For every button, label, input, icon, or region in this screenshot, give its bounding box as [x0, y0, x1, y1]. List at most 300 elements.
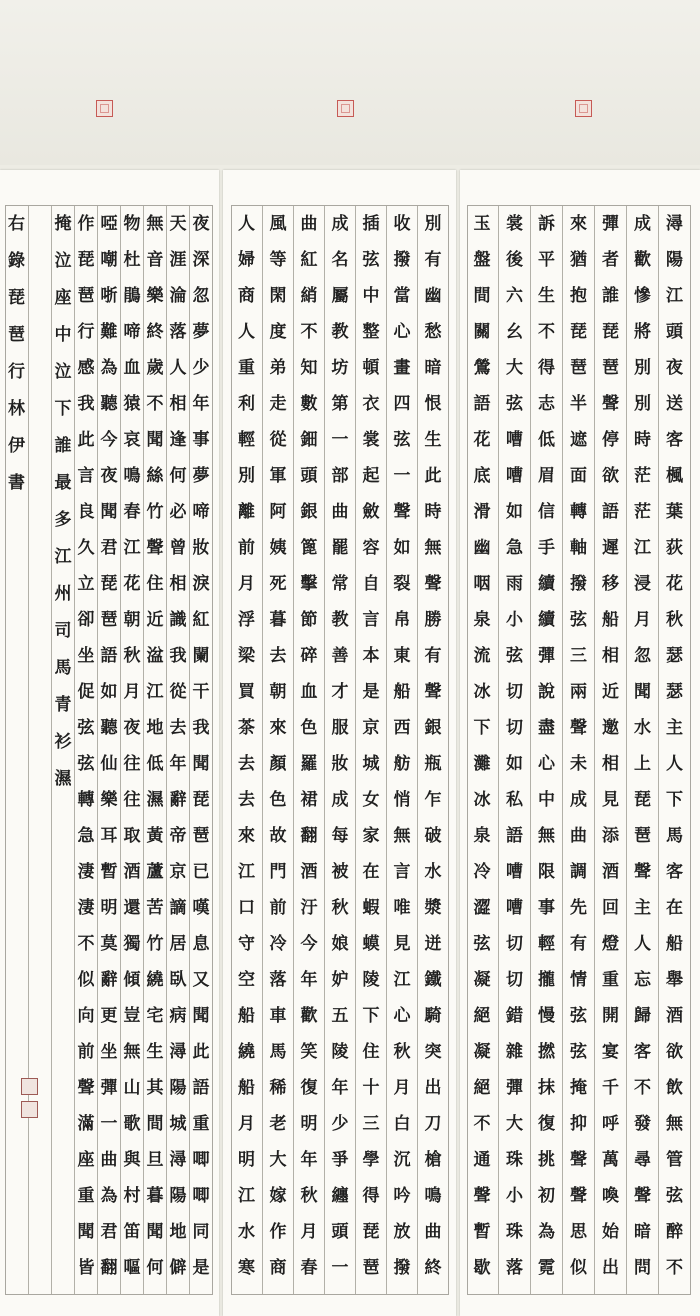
- glyph: 善: [331, 646, 349, 666]
- glyph: 伊: [8, 436, 25, 456]
- glyph: 生: [424, 430, 442, 450]
- glyph: 婦: [238, 250, 255, 270]
- glyph: 終: [424, 1258, 442, 1278]
- glyph: 盡: [538, 718, 555, 738]
- glyph: 服: [331, 718, 349, 738]
- glyph: 月: [634, 610, 651, 630]
- glyph: 有: [424, 646, 442, 666]
- glyph: 停: [602, 430, 619, 450]
- glyph: 我: [169, 646, 187, 666]
- glyph: 切: [506, 934, 523, 954]
- artist-seal-upper: [21, 1078, 38, 1095]
- glyph: 琶: [602, 358, 619, 378]
- text-column: [562, 206, 594, 1294]
- glyph: 訴: [538, 214, 555, 234]
- glyph: 哳: [100, 286, 118, 306]
- glyph: 聲: [77, 1078, 95, 1098]
- glyph: 聞: [634, 682, 651, 702]
- glyph: 見: [602, 790, 619, 810]
- glyph: 聲: [424, 574, 442, 594]
- glyph: 莫: [100, 934, 118, 954]
- glyph: 霓: [538, 1258, 555, 1278]
- glyph: 出: [424, 1078, 442, 1098]
- glyph: 走: [269, 394, 287, 414]
- glyph: 湓: [146, 646, 164, 666]
- glyph: 澀: [473, 898, 491, 918]
- glyph: 杜: [123, 250, 141, 270]
- glyph: 暮: [269, 610, 287, 630]
- glyph: 姨: [269, 538, 287, 558]
- glyph: 商: [238, 286, 255, 306]
- glyph: 衫: [54, 732, 72, 752]
- glyph: 節: [300, 610, 318, 630]
- glyph: 醉: [666, 1222, 683, 1242]
- glyph: 槍: [424, 1150, 442, 1170]
- glyph: 此: [77, 430, 95, 450]
- glyph: 水: [424, 862, 442, 882]
- glyph: 門: [269, 862, 287, 882]
- glyph: 江: [666, 286, 683, 306]
- glyph: 此: [192, 1042, 210, 1062]
- glyph: 妝: [192, 538, 210, 558]
- glyph: 急: [506, 538, 523, 558]
- glyph: 裂: [393, 574, 411, 594]
- glyph: 情: [570, 970, 587, 990]
- glyph: 鐵: [424, 970, 442, 990]
- glyph: 上: [634, 754, 651, 774]
- glyph: 江: [123, 538, 141, 558]
- glyph: 村: [123, 1186, 141, 1206]
- glyph: 彈: [538, 646, 555, 666]
- glyph: 聞: [146, 430, 164, 450]
- glyph: 撥: [570, 574, 587, 594]
- top-seal-middle: [337, 100, 354, 117]
- glyph: 年: [169, 754, 187, 774]
- glyph: 泣: [54, 362, 72, 382]
- glyph: 已: [192, 862, 210, 882]
- glyph: 低: [538, 430, 555, 450]
- glyph: 無: [666, 1114, 683, 1134]
- glyph: 唧: [192, 1186, 210, 1206]
- glyph: 江: [238, 862, 255, 882]
- glyph: 繞: [238, 1042, 255, 1062]
- glyph: 朝: [123, 610, 141, 630]
- glyph: 往: [123, 754, 141, 774]
- glyph: 船: [393, 682, 411, 702]
- glyph: 酒: [602, 862, 619, 882]
- glyph: 州: [54, 584, 72, 604]
- glyph: 閑: [269, 286, 287, 306]
- glyph: 突: [424, 1042, 442, 1062]
- glyph: 相: [169, 394, 187, 414]
- glyph: 別: [424, 214, 442, 234]
- glyph: 其: [146, 1078, 164, 1098]
- glyph: 作: [269, 1222, 287, 1242]
- glyph: 取: [123, 826, 141, 846]
- glyph: 弦: [77, 718, 95, 738]
- glyph: 彈: [602, 214, 619, 234]
- glyph: 皆: [77, 1258, 95, 1278]
- glyph: 君: [100, 1222, 118, 1242]
- glyph: 書: [8, 473, 25, 493]
- glyph: 軸: [570, 538, 587, 558]
- text-column: [498, 206, 530, 1294]
- glyph: 夜: [192, 214, 210, 234]
- glyph: 城: [169, 1114, 187, 1134]
- glyph: 蝦: [362, 898, 380, 918]
- glyph: 語: [506, 826, 523, 846]
- text-column: [658, 206, 690, 1294]
- glyph: 琵: [570, 322, 587, 342]
- glyph: 思: [570, 1222, 587, 1242]
- glyph: 弦: [473, 934, 491, 954]
- glyph: 有: [570, 934, 587, 954]
- glyph: 邀: [602, 718, 619, 738]
- glyph: 座: [77, 1150, 95, 1170]
- glyph: 收: [393, 214, 411, 234]
- top-seal-right: [575, 100, 592, 117]
- glyph: 曲: [570, 826, 587, 846]
- glyph: 寒: [238, 1258, 255, 1278]
- glyph: 添: [602, 826, 619, 846]
- glyph: 小: [506, 610, 523, 630]
- glyph: 起: [362, 466, 380, 486]
- glyph: 重: [238, 358, 255, 378]
- glyph: 感: [77, 358, 95, 378]
- glyph: 為: [100, 1186, 118, 1206]
- glyph: 逢: [169, 430, 187, 450]
- glyph: 不: [538, 322, 555, 342]
- glyph: 聲: [570, 718, 587, 738]
- glyph: 聞: [100, 502, 118, 522]
- glyph: 切: [506, 718, 523, 738]
- glyph: 彈: [100, 1078, 118, 1098]
- glyph: 樂: [146, 286, 164, 306]
- glyph: 娘: [331, 934, 349, 954]
- text-column: [626, 206, 658, 1294]
- glyph: 帛: [393, 610, 411, 630]
- glyph: 如: [100, 682, 118, 702]
- glyph: 漿: [424, 898, 442, 918]
- glyph: 近: [146, 610, 164, 630]
- glyph: 人: [666, 754, 683, 774]
- glyph: 啼: [192, 502, 210, 522]
- glyph: 物: [123, 214, 141, 234]
- artist-seal-lower: [21, 1101, 38, 1118]
- glyph: 大: [506, 1114, 523, 1134]
- glyph: 破: [424, 826, 442, 846]
- glyph: 耳: [100, 826, 118, 846]
- glyph: 得: [538, 358, 555, 378]
- glyph: 聞: [77, 1222, 95, 1242]
- glyph: 深: [192, 250, 210, 270]
- glyph: 頭: [300, 466, 318, 486]
- glyph: 琵: [8, 288, 25, 308]
- glyph: 兩: [570, 682, 587, 702]
- glyph: 坐: [100, 1042, 118, 1062]
- glyph: 花: [123, 574, 141, 594]
- glyph: 瓶: [424, 754, 442, 774]
- glyph: 琶: [77, 286, 95, 306]
- glyph: 君: [100, 538, 118, 558]
- glyph: 為: [100, 358, 118, 378]
- glyph: 城: [362, 754, 380, 774]
- glyph: 六: [506, 286, 523, 306]
- glyph: 獨: [123, 934, 141, 954]
- glyph: 成: [570, 790, 587, 810]
- glyph: 不: [473, 1114, 491, 1134]
- glyph: 阿: [269, 502, 287, 522]
- glyph: 少: [331, 1114, 349, 1134]
- glyph: 罷: [331, 538, 349, 558]
- glyph: 黃: [146, 826, 164, 846]
- glyph: 色: [300, 718, 318, 738]
- glyph: 嘔: [123, 1258, 141, 1278]
- glyph: 嘈: [506, 898, 523, 918]
- glyph: 彈: [506, 1078, 523, 1098]
- glyph: 開: [602, 1006, 619, 1026]
- glyph: 居: [169, 934, 187, 954]
- glyph: 語: [473, 394, 491, 414]
- text-column: [386, 206, 417, 1294]
- glyph: 陵: [362, 970, 380, 990]
- glyph: 四: [393, 394, 411, 414]
- glyph: 志: [538, 394, 555, 414]
- glyph: 暫: [473, 1222, 491, 1242]
- glyph: 家: [362, 826, 380, 846]
- glyph: 京: [362, 718, 380, 738]
- glyph: 間: [146, 1114, 164, 1134]
- glyph: 呼: [602, 1114, 619, 1134]
- glyph: 本: [362, 646, 380, 666]
- glyph: 絕: [473, 1006, 491, 1026]
- glyph: 明: [300, 1114, 318, 1134]
- glyph: 舉: [666, 970, 683, 990]
- glyph: 涯: [169, 250, 187, 270]
- glyph: 往: [123, 790, 141, 810]
- glyph: 出: [602, 1258, 619, 1278]
- glyph: 曲: [331, 502, 349, 522]
- glyph: 鶯: [473, 358, 491, 378]
- glyph: 琵: [362, 1222, 380, 1242]
- glyph: 馬: [666, 826, 683, 846]
- glyph: 相: [602, 754, 619, 774]
- glyph: 地: [146, 718, 164, 738]
- glyph: 蘆: [146, 862, 164, 882]
- glyph: 聞: [146, 1222, 164, 1242]
- calligraphy-grid-middle: [231, 205, 449, 1295]
- glyph: 重: [602, 970, 619, 990]
- glyph: 恨: [424, 394, 442, 414]
- text-column: [97, 206, 120, 1294]
- glyph: 纏: [331, 1186, 349, 1206]
- glyph: 船: [238, 1078, 255, 1098]
- glyph: 是: [362, 682, 380, 702]
- glyph: 夜: [666, 358, 683, 378]
- glyph: 陽: [666, 250, 683, 270]
- glyph: 忽: [634, 646, 651, 666]
- glyph: 秋: [666, 610, 683, 630]
- glyph: 一: [100, 1114, 118, 1134]
- glyph: 三: [362, 1114, 380, 1134]
- glyph: 笑: [300, 1042, 318, 1062]
- glyph: 識: [169, 610, 187, 630]
- glyph: 吟: [393, 1186, 411, 1206]
- glyph: 曲: [300, 214, 318, 234]
- glyph: 曲: [100, 1150, 118, 1170]
- glyph: 馬: [269, 1042, 287, 1062]
- glyph: 不: [634, 1078, 651, 1098]
- glyph: 淒: [77, 862, 95, 882]
- glyph: 淪: [169, 286, 187, 306]
- glyph: 向: [77, 1006, 95, 1026]
- glyph: 衣: [362, 394, 380, 414]
- glyph: 掩: [570, 1078, 587, 1098]
- glyph: 暮: [146, 1186, 164, 1206]
- glyph: 聲: [393, 502, 411, 522]
- glyph: 喚: [602, 1186, 619, 1206]
- glyph: 樂: [100, 790, 118, 810]
- glyph: 帝: [169, 826, 187, 846]
- glyph: 花: [473, 430, 491, 450]
- glyph: 終: [146, 322, 164, 342]
- glyph: 翻: [100, 1258, 118, 1278]
- glyph: 陵: [331, 1042, 349, 1062]
- glyph: 啞: [100, 214, 118, 234]
- glyph: 忽: [192, 286, 210, 306]
- glyph: 暗: [424, 358, 442, 378]
- glyph: 移: [602, 574, 619, 594]
- glyph: 琵: [192, 790, 210, 810]
- glyph: 鈿: [300, 430, 318, 450]
- glyph: 抑: [570, 1114, 587, 1134]
- glyph: 守: [238, 934, 255, 954]
- glyph: 人: [238, 322, 255, 342]
- glyph: 瑟: [666, 682, 683, 702]
- glyph: 去: [238, 790, 255, 810]
- glyph: 曲: [424, 1222, 442, 1242]
- glyph: 面: [570, 466, 587, 486]
- glyph: 每: [331, 826, 349, 846]
- glyph: 來: [238, 826, 255, 846]
- glyph: 聽: [100, 394, 118, 414]
- glyph: 送: [666, 394, 683, 414]
- glyph: 東: [393, 646, 411, 666]
- glyph: 又: [192, 970, 210, 990]
- glyph: 臥: [169, 970, 187, 990]
- glyph: 琶: [192, 826, 210, 846]
- glyph: 絲: [146, 466, 164, 486]
- glyph: 底: [473, 466, 491, 486]
- glyph: 妝: [331, 754, 349, 774]
- glyph: 落: [169, 322, 187, 342]
- glyph: 眉: [538, 466, 555, 486]
- glyph: 教: [331, 610, 349, 630]
- glyph: 如: [506, 754, 523, 774]
- glyph: 月: [238, 1114, 255, 1134]
- glyph: 辭: [100, 970, 118, 990]
- glyph: 在: [362, 862, 380, 882]
- glyph: 明: [100, 898, 118, 918]
- glyph: 秋: [300, 1186, 318, 1206]
- glyph: 京: [169, 862, 187, 882]
- glyph: 撚: [538, 1042, 555, 1062]
- glyph: 聲: [602, 394, 619, 414]
- glyph: 妒: [331, 970, 349, 990]
- glyph: 盤: [473, 250, 491, 270]
- text-column: [143, 206, 166, 1294]
- glyph: 人: [238, 214, 255, 234]
- glyph: 銀: [424, 718, 442, 738]
- glyph: 船: [238, 1006, 255, 1026]
- glyph: 慢: [538, 1006, 555, 1026]
- glyph: 酒: [666, 1006, 683, 1026]
- glyph: 聲: [570, 1186, 587, 1206]
- top-seal-left: [96, 100, 113, 117]
- glyph: 苦: [146, 898, 164, 918]
- glyph: 酒: [300, 862, 318, 882]
- glyph: 嘈: [506, 862, 523, 882]
- glyph: 歇: [473, 1258, 491, 1278]
- glyph: 歌: [123, 1114, 141, 1134]
- glyph: 咽: [473, 574, 491, 594]
- glyph: 重: [77, 1186, 95, 1206]
- glyph: 豈: [123, 1006, 141, 1026]
- glyph: 秋: [331, 898, 349, 918]
- glyph: 笛: [123, 1222, 141, 1242]
- glyph: 小: [506, 1186, 523, 1206]
- glyph: 歸: [634, 1006, 651, 1026]
- glyph: 欲: [602, 466, 619, 486]
- glyph: 滑: [473, 502, 491, 522]
- glyph: 軍: [269, 466, 287, 486]
- glyph: 聲: [424, 682, 442, 702]
- glyph: 不: [146, 394, 164, 414]
- glyph: 挑: [538, 1150, 555, 1170]
- glyph: 放: [393, 1222, 411, 1242]
- glyph: 琵: [100, 574, 118, 594]
- glyph: 去: [269, 646, 287, 666]
- glyph: 白: [393, 1114, 411, 1134]
- glyph: 相: [169, 574, 187, 594]
- glyph: 曾: [169, 538, 187, 558]
- glyph: 空: [238, 970, 255, 990]
- glyph: 春: [300, 1258, 318, 1278]
- glyph: 宅: [146, 1006, 164, 1026]
- glyph: 平: [538, 250, 555, 270]
- glyph: 部: [331, 466, 349, 486]
- glyph: 夢: [192, 466, 210, 486]
- glyph: 水: [634, 718, 651, 738]
- glyph: 陽: [169, 1186, 187, 1206]
- glyph: 住: [362, 1042, 380, 1062]
- glyph: 謫: [169, 898, 187, 918]
- text-column: [466, 206, 498, 1294]
- glyph: 顏: [269, 754, 287, 774]
- glyph: 朝: [269, 682, 287, 702]
- glyph: 哀: [123, 430, 141, 450]
- glyph: 客: [634, 1042, 651, 1062]
- glyph: 似: [570, 1258, 587, 1278]
- glyph: 蟆: [362, 934, 380, 954]
- glyph: 中: [54, 325, 72, 345]
- glyph: 天: [169, 214, 187, 234]
- glyph: 今: [300, 934, 318, 954]
- glyph: 流: [473, 646, 491, 666]
- glyph: 錯: [506, 1006, 523, 1026]
- glyph: 關: [473, 322, 491, 342]
- glyph: 月: [123, 682, 141, 702]
